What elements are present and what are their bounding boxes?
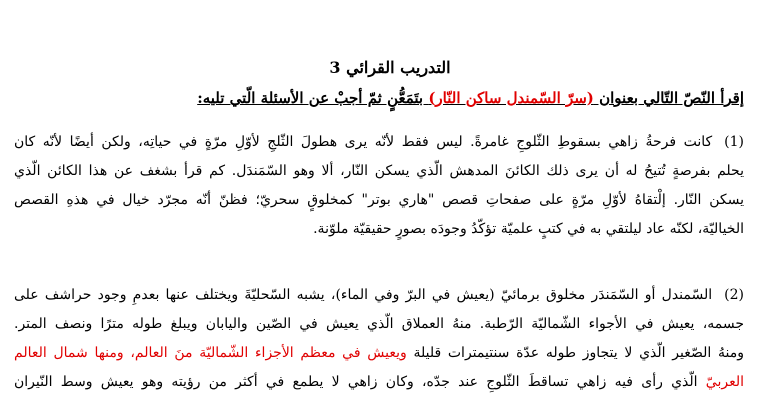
instruction-text-before: إقرأ النّصّ التّالي بعنوان (593, 89, 744, 107)
paragraph-line (14, 339, 744, 368)
paragraph-line: الخياليّة، لكنّه عاد ليلتقي به في كتبٍ علميّة تؤكّدُ وجودَه بصورٍ حقيقيّة ملوّنة. (313, 221, 744, 237)
paragraph-line-text: السّمندل أو السّمَندَر مخلوق برمائيّ (يعيش في البرّ وفي الماء)، يشبه السّحليّةَ ويختلف عنها بعدمِ وجود حراشف على (14, 287, 713, 303)
reading-instruction (24, 88, 744, 108)
paragraph-line: جسمه، يعيش في الأجواء الشّماليّة الرّطبة. منهُ العملاق الّذي يعيش في الصّين واليابان ويبلغ طوله مترًا ونصف المتر. (14, 316, 744, 332)
paragraph-line (14, 368, 744, 397)
page-title: التدريب القرائي 3 (329, 58, 451, 77)
highlighted-text: العربيّ (705, 374, 744, 390)
paragraph-line: يسكن النّار. إلْتقاهُ لأوّلِ مرّةٍ على صفحاتِ قصص "هاري بوتر" كمخلوقٍ سحريّ؛ فظنّ أنّه مجرّد خيال في هذهِ القصص (14, 192, 744, 208)
instruction-text-after: بتَمَعُّنٍ ثمّ أجبْ عن الأسئلة الّتي تليه: (197, 89, 429, 107)
paragraph-line-text: الّذي رأى فيه زاهي تساقطَ الثّلوجِ عند جدّه، وكان زاهي لا يطمع في أكثر من رؤيته وهو يعيش وسط النّيران (14, 374, 706, 390)
paragraph-line-text: ومنهُ الصّغير الّذي لا يتجاوز طوله عدّة سنتيمترات قليلة (406, 345, 744, 361)
paragraph-line (14, 281, 744, 310)
highlighted-text: ويعيش في معظم الأجزاء الشّماليّة منَ العالم، ومنها شمال العالم (14, 345, 407, 361)
paragraph-number: (2) (724, 287, 744, 303)
paragraph-line: يحلم بفرصةٍ تُتيحُ له أن يرى ذلك الكائنَ المدهش الّذي يسكن النّار، ألا وهو السّمَندَل. كم قرأ بشغف عن هذا الكائن الّذي (14, 163, 744, 179)
paragraph-number: (1) (724, 134, 744, 150)
paragraph-1 (14, 128, 744, 244)
paragraph-2 (14, 281, 744, 397)
instruction-highlight-title: (سرّ السّمندل ساكن النّار) (428, 89, 594, 107)
paragraph-line-text: كانت فرحةُ زاهي بسقوطِ الثّلوجِ غامرةً. ليس فقط لأنّه يرى هطولَ الثّلجِ لأوّلِ مرّةٍ في حياتِه، ولكن أيضًا لأنّه كان (14, 134, 713, 150)
paragraph-line (14, 128, 744, 157)
